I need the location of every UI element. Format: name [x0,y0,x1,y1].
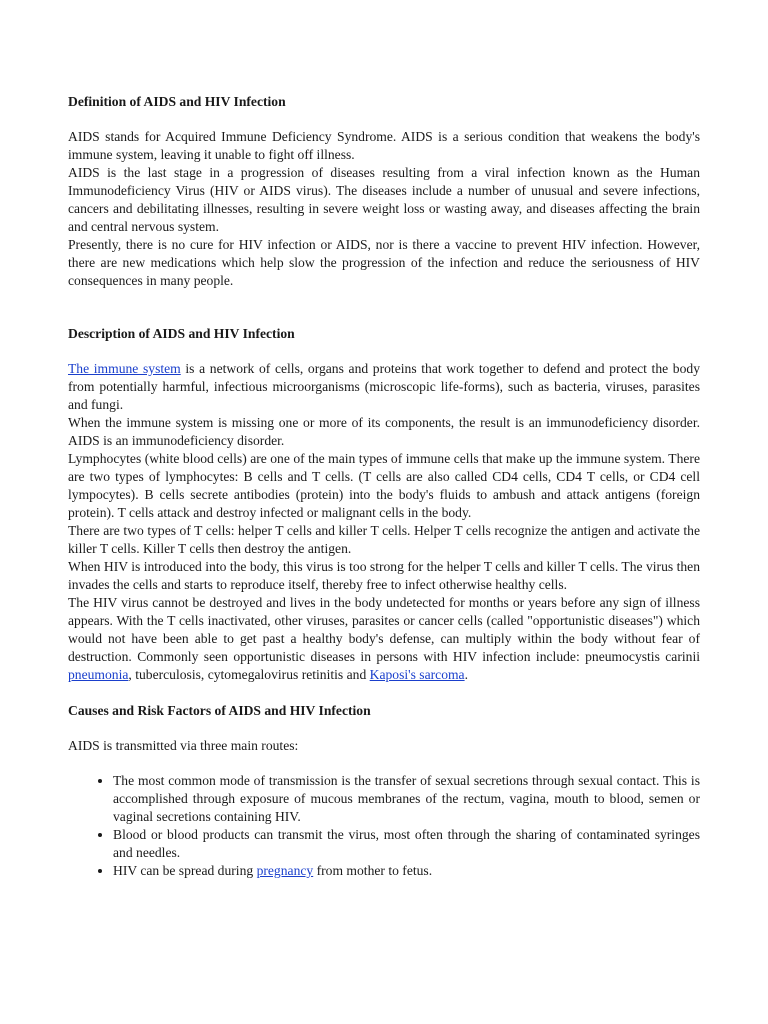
list-item [113,862,700,880]
section-title-definition: Definition of AIDS and HIV Infection [68,94,286,109]
section-title-causes: Causes and Risk Factors of AIDS and HIV Infection [68,703,371,718]
paragraph: There are two types of T cells: helper T cells and killer T cells. Helper T cells recognize the antigen and activate the killer T cells. Killer T cells then destroy the antigen. [68,523,700,556]
paragraph-text: The HIV virus cannot be destroyed and lives in the body undetected for months or years before any sign of illness appears. With the T cells inactivated, other viruses, parasites or cancer cells (called "opportunistic diseases") which would not have been able to get past a healthy body's defense, can multiply within the body without fear of destruction. Commonly seen opportunistic diseases in persons with HIV infection include: pneumocystis carinii [68,595,700,664]
transmission-list [68,772,700,880]
list-item: • Blood or blood products can transmit the virus, most often through the sharing of contaminated syringes and needles. [113,826,700,862]
list-item-text: HIV can be spread during [113,863,257,878]
list-item-text: from mother to fetus. [313,863,433,878]
link-kaposis-sarcoma[interactable]: Kaposi's sarcoma [369,667,465,682]
list-item: • The most common mode of transmission is the transfer of sexual secretions through sexual contact. This is accomplished through exposure of mucous membranes of the rectum, vagina, mouth to blood, semen or vaginal secretions containing HIV. [113,772,700,826]
paragraph: AIDS stands for Acquired Immune Deficiency Syndrome. AIDS is a serious condition that weakens the body's immune system, leaving it unable to fight off illness. [68,129,700,162]
link-immune-system[interactable]: The immune system [68,361,181,376]
link-pregnancy[interactable]: pregnancy [256,863,314,878]
paragraph: Lymphocytes (white blood cells) are one of the main types of immune cells that make up the immune system. There are two types of lymphocytes: B cells and T cells. (T cells are also called CD4 cells, CD4 T cells, or CD4 cell lympocytes). B cells secrete antibodies (protein) into the body's fluids to ambush and attack antigens (foreign protein). T cells attack and destroy infected or malignant cells in the body. [68,451,700,520]
paragraph: AIDS is the last stage in a progression of diseases resulting from a viral infection known as the Human Immunodeficiency Virus (HIV or AIDS virus). The diseases include a number of unusual and severe infections, cancers and debilitating illnesses, resulting in severe weight loss or wasting away, and diseases affecting the brain and central nervous system. [68,165,700,234]
paragraph-text: . [464,667,468,682]
paragraph: When the immune system is missing one or more of its components, the result is an immunodeficiency disorder. AIDS is an immunodeficiency disorder. [68,415,700,448]
document-page [68,93,700,880]
paragraph: Presently, there is no cure for HIV infection or AIDS, nor is there a vaccine to prevent HIV infection. However, there are new medications which help slow the progression of the infection and reduce the seriousness of HIV consequences in many people. [68,237,700,288]
paragraph: AIDS is transmitted via three main routes: [68,738,299,753]
section-definition [68,93,700,290]
paragraph [68,594,700,684]
paragraph-text: is a network of cells, organs and proteins that work together to defend and protect the body from potentially harmful, infectious microorganisms (microscopic life-forms), such as bacteria, viruses, parasites and fungi. [68,361,700,412]
section-title-description: Description of AIDS and HIV Infection [68,326,295,341]
paragraph-text: , tuberculosis, cytomegalovirus retinitis and [128,667,370,682]
section-description [68,325,700,684]
paragraph [68,360,700,414]
section-causes [68,702,700,880]
paragraph: When HIV is introduced into the body, this virus is too strong for the helper T cells and killer T cells. The virus then invades the cells and starts to reproduce itself, thereby free to infect otherwise healthy cells. [68,559,700,592]
link-pneumonia[interactable]: pneumonia [68,667,129,682]
